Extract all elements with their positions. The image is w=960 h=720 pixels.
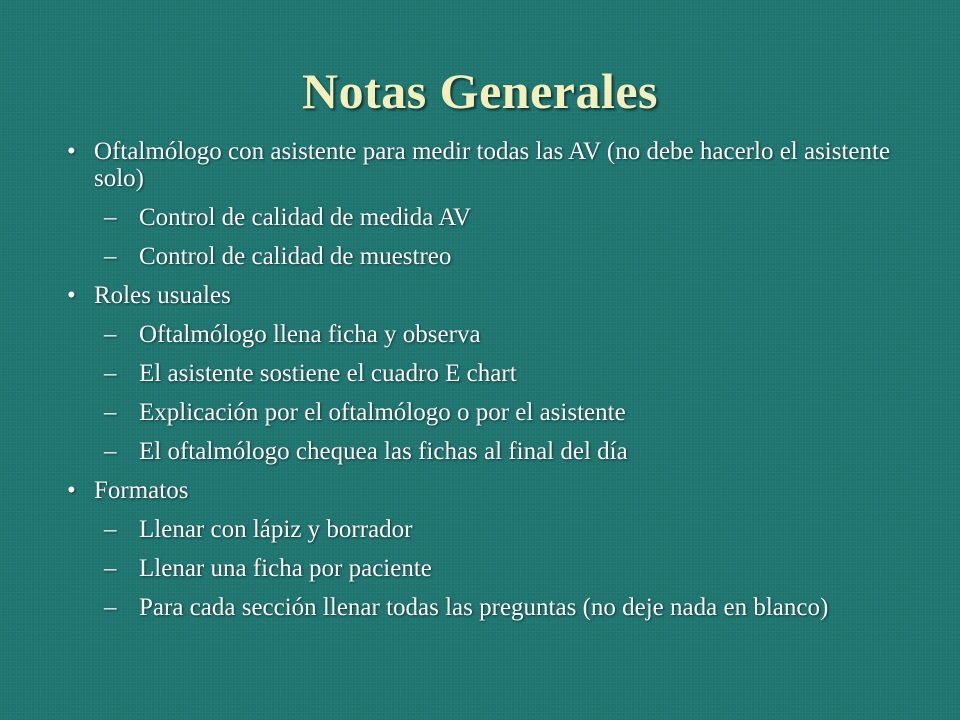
dash-icon: – xyxy=(104,555,117,582)
sub-bullet-item xyxy=(0,594,960,621)
sub-bullet-item xyxy=(0,204,960,231)
dash-icon: – xyxy=(104,204,117,231)
dash-icon: – xyxy=(104,438,117,465)
sub-bullet-text: Oftalmólogo llena ficha y observa xyxy=(139,321,481,348)
slide-title: Notas Generales xyxy=(301,63,659,119)
bullet-dot-icon: • xyxy=(67,138,76,165)
sub-bullet-text: Explicación por el oftalmólogo o por el asistente xyxy=(139,399,626,426)
sub-bullet-item xyxy=(0,321,960,348)
bullet-text: Formatos xyxy=(94,477,189,504)
bullet-item xyxy=(0,282,960,309)
bullet-item xyxy=(0,138,960,192)
sub-bullet-text: Control de calidad de muestreo xyxy=(139,243,452,270)
sub-bullet-item xyxy=(0,438,960,465)
bullet-list xyxy=(0,138,960,621)
bullet-dot-icon: • xyxy=(67,477,76,504)
sub-bullet-text: Llenar una ficha por paciente xyxy=(139,555,432,582)
sub-bullet-text: Llenar con lápiz y borrador xyxy=(139,516,413,543)
dash-icon: – xyxy=(104,399,117,426)
bullet-dot-icon: • xyxy=(67,282,76,309)
sub-bullet-item xyxy=(0,360,960,387)
sub-bullet-text: El oftalmólogo chequea las fichas al final del día xyxy=(139,438,628,465)
bullet-text: Roles usuales xyxy=(94,282,231,309)
dash-icon: – xyxy=(104,516,117,543)
sub-bullet-text: Para cada sección llenar todas las preguntas (no deje nada en blanco) xyxy=(139,594,829,621)
bullet-item xyxy=(0,477,960,504)
bullet-text: Oftalmólogo con asistente para medir todas las AV (no debe hacerlo el asistente solo) xyxy=(94,138,891,192)
sub-bullet-item xyxy=(0,555,960,582)
sub-bullet-item xyxy=(0,399,960,426)
sub-bullet-item xyxy=(0,516,960,543)
sub-bullet-text: Control de calidad de medida AV xyxy=(139,204,472,231)
dash-icon: – xyxy=(104,243,117,270)
dash-icon: – xyxy=(104,594,117,621)
sub-bullet-text: El asistente sostiene el cuadro E chart xyxy=(139,360,517,387)
sub-bullet-item xyxy=(0,243,960,270)
dash-icon: – xyxy=(104,360,117,387)
dash-icon: – xyxy=(104,321,117,348)
